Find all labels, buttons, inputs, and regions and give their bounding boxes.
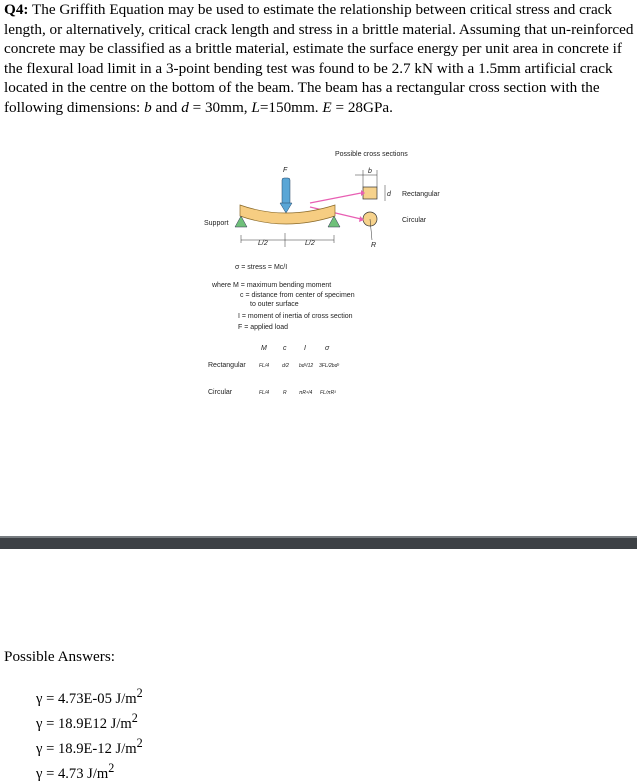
half-L-right: L/2 xyxy=(305,240,315,247)
half-L-left: L/2 xyxy=(258,240,268,247)
answers-label: Possible Answers: xyxy=(4,648,115,665)
answer-option[interactable]: γ = 18.9E-12 $J/m^2$ xyxy=(36,736,143,757)
question-dims: = 30mm, xyxy=(188,98,252,116)
circ-M: FL/4 xyxy=(259,390,270,396)
support-label: Support xyxy=(204,220,229,227)
rect-I: bd³/12 xyxy=(299,363,314,369)
circ-sigma: FL/πR³ xyxy=(320,390,336,396)
circ-I: πR⁴/4 xyxy=(299,390,313,396)
circ-c: R xyxy=(283,390,287,396)
answer-list xyxy=(36,684,143,784)
rect-c: d/2 xyxy=(282,363,289,369)
col-sigma: σ xyxy=(325,345,330,352)
var-b: b xyxy=(144,98,152,116)
question-label: Q4: xyxy=(4,1,29,18)
c-definition: c = distance from center of specimen xyxy=(240,292,355,299)
rect-M: FL/4 xyxy=(259,363,270,369)
F-definition: F = applied load xyxy=(238,324,289,331)
label-F: F xyxy=(283,167,288,174)
label-rectangular: Rectangular xyxy=(402,191,440,198)
where-M: where M = maximum bending moment xyxy=(212,282,332,289)
rect-sigma: 3FL/2bd² xyxy=(319,363,340,369)
answer-option[interactable]: γ = 4.73 $J/m^2$ xyxy=(36,761,115,783)
col-c: c xyxy=(283,345,287,352)
stress-formula: σ = stress = Mc/I xyxy=(235,264,288,271)
three-point-bending-figure xyxy=(195,143,455,413)
col-I: I xyxy=(304,345,306,352)
question-length: =150mm. xyxy=(259,98,323,116)
label-d: d xyxy=(387,191,391,198)
col-M: M xyxy=(261,345,267,352)
cross-sections-title: Possible cross sections xyxy=(335,151,408,158)
var-d: d xyxy=(181,98,189,116)
question-text xyxy=(4,0,634,118)
question-modulus: = 28GPa. xyxy=(331,98,393,116)
var-L: L xyxy=(251,98,260,116)
load-indicator xyxy=(282,178,290,206)
answer-option[interactable]: γ = 18.9E12 $J/m^2$ xyxy=(36,711,138,732)
c-definition-2: to outer surface xyxy=(250,301,299,308)
label-circular: Circular xyxy=(402,217,427,224)
label-b: b xyxy=(368,168,372,175)
row-circular: Circular xyxy=(208,389,233,396)
I-definition: I = moment of inertia of cross section xyxy=(238,313,353,320)
row-rectangular: Rectangular xyxy=(208,362,246,369)
answer-option[interactable]: γ = 4.73E-05 $J/m^2$ xyxy=(36,686,143,707)
rect-cross-section xyxy=(363,187,377,199)
label-R: R xyxy=(371,242,377,249)
question-body: The Griffith Equation may be used to estimate the relationship between critical stress and crack length, or alternatively, critical crack length and stress in a brittle material. Assuming that un-reinforced concrete may be classified as a brittle material, estimate the surface energy per unit area in concrete if the flexural load limit in a 3-point bending test was found to be 2.7 kN with a 1.5mm artificial crack located in the centre on the bottom of the beam. The beam has a rectangular cross section with the following dimensions: xyxy=(4,1,634,116)
question-and: and xyxy=(151,98,182,116)
var-E: E xyxy=(322,98,332,116)
